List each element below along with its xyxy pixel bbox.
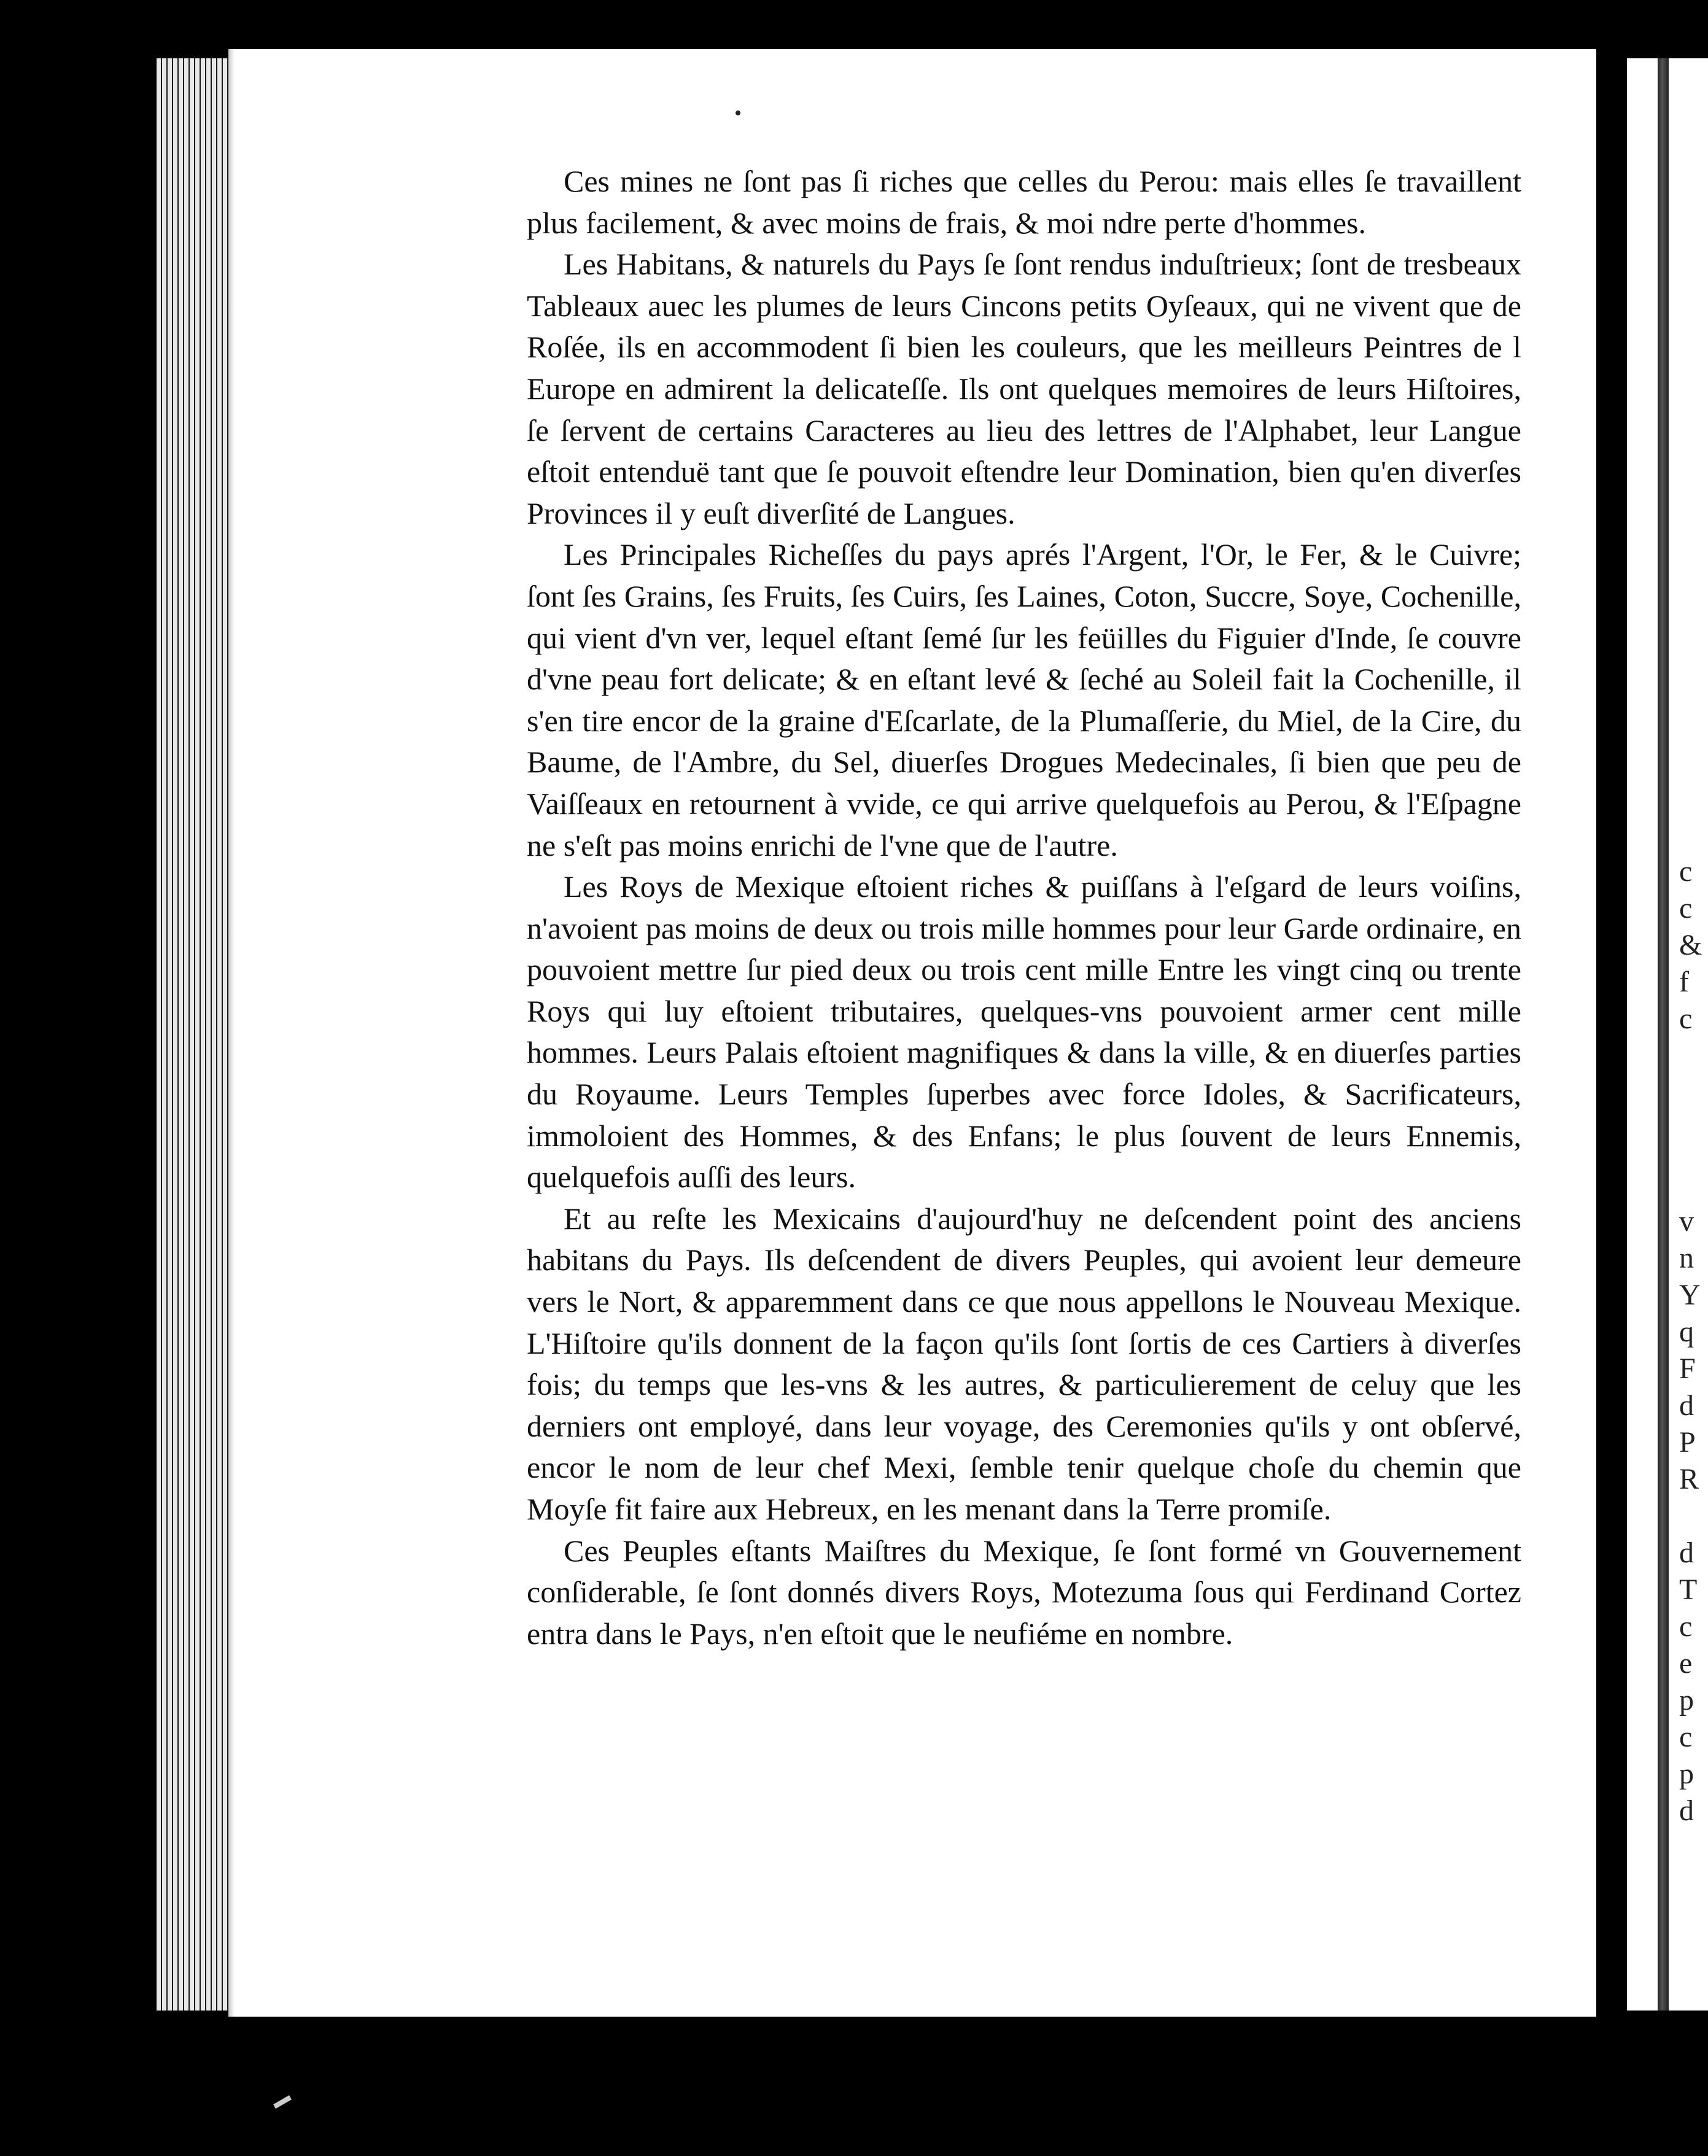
fragment-line: p [1679, 1758, 1694, 1790]
fragment-line: c [1679, 1002, 1693, 1035]
facing-page-gutter [1658, 58, 1669, 2011]
fragment-line: c [1679, 1610, 1693, 1643]
paragraph-habitants: Les Habitans, & naturels du Pays ſe ſont rendus induſtrieux; ſont de tresbeaux Tableaux auec les plumes de leurs Cincons petits Oyſeaux, qui ne vivent que de Roſée, ils en accommodent ſi bien les couleurs, que les meilleurs Peintres de l Europe en admirent la delicateſſe. Ils ont quelques memoires de leurs Hiſtoires, ſe ſervent de certains Caracteres au lieu des lettres de l'Alphabet, leur Langue eſtoit entenduë tant que ſe pouvoit eſtendre leur Domination, bien qu'en diverſes Provinces il y euſt diverſité de Langues. [527, 247, 1521, 530]
fragment-line: e [1679, 1647, 1693, 1680]
paragraph-peuples: Ces Peuples eſtants Maiſtres du Mexique, ſe ſont formé vn Gouvernement conſiderable, ſe ſont donnés divers Roys, Motezuma ſous qui Ferdinand Cortez entra dans le Pays, n'en eſtoit que le neufiéme en nombre. [527, 1533, 1521, 1651]
paragraph-richesses: Les Principales Richeſſes du pays aprés l'Argent, l'Or, le Fer, & le Cuivre; ſont ſes Grains, ſes Fruits, ſes Cuirs, ſes Laines, Coton, Succre, Soye, Cochenille, qui vient d'vn ver, lequel eſtant ſemé ſur les feüilles du Figuier d'Inde, ſe couvre d'vne peau fort delicate; & en eſtant levé & ſeché au Soleil fait la Cochenille, il s'en tire encor de la graine d'Eſcarlate, de la Plumaſſerie, du Miel, de la Cire, du Baume, de l'Ambre, du Sel, diuerſes Drogues Medecinales, ſi bien que peu de Vaiſſeaux en retournent à vvide, ce qui arrive quelquefois au Perou, & l'Eſpagne ne s'eſt pas moins enrichi de l'vne que de l'autre. [527, 537, 1521, 863]
fragment-line: p [1679, 1684, 1694, 1716]
fragment-line: d [1679, 1794, 1694, 1827]
paragraph-mexicains: Et au reſte les Mexicains d'aujourd'huy ne deſcendent point des anciens habitans du Pays. Ils deſcendent de divers Peuples, qui avoient leur demeure vers le Nort, & apparemment dans ce que nous appellons le Nouveau Mexique. L'Hiſtoire qu'ils donnent de la façon qu'ils ſont ſortis de ces Cartiers à diverſes fois; du temps que les-vns & les autres, & particulierement de celuy que les derniers ont employé, dans leur voyage, des Ceremonies qu'ils y ont obſervé, encor le nom de leur chef Mexi, ſemble tenir quelque choſe du chemin que Moyſe fit faire aux Hebreux, en les menant dans la Terre promiſe. [527, 1201, 1521, 1526]
fragment-line: c [1679, 1721, 1693, 1753]
facing-page-fragments-low [1679, 1535, 1708, 1829]
fragment-line: n [1679, 1242, 1694, 1274]
page-text [527, 161, 1521, 1654]
fragment-line: f [1679, 966, 1689, 998]
book-page-edges [157, 58, 230, 2011]
fragment-line: c [1679, 855, 1693, 888]
fragment-line: P [1679, 1426, 1696, 1459]
fragment-line: c [1679, 892, 1693, 925]
fragment-line: Y [1679, 1279, 1701, 1311]
scan-artifact [273, 2095, 292, 2109]
paragraph-roys: Les Roys de Mexique eſtoient riches & puiſſans à l'eſgard de leurs voiſins, n'avoient pas moins de deux ou trois mille hommes pour leur Garde ordinaire, en pouvoient mettre ſur pied deux ou trois cent mille Entre les vingt cinq ou trente Roys qui luy eſtoient tributaires, quelques-vns pouvoient armer cent mille hommes. Leurs Palais eſtoient magnifiques & dans la ville, & en diuerſes parties du Royaume. Leurs Temples ſuperbes avec force Idoles, & Sacrificateurs, immoloient des Hommes, & des Enfans; le plus ſouvent de leurs Ennemis, quelquefois auſſi des leurs. [527, 869, 1521, 1195]
fragment-line: T [1679, 1573, 1698, 1606]
ink-speck [736, 111, 740, 115]
fragment-line: q [1679, 1316, 1694, 1348]
fragment-line: F [1679, 1352, 1696, 1385]
facing-page-fragments-mid [1679, 1203, 1708, 1498]
paragraph-mines: Ces mines ne ſont pas ſi riches que celles du Perou: mais elles ſe travaillent plus facilement, & avec moins de frais, & moi ndre perte d'hommes. [527, 164, 1521, 240]
facing-page-fragments-top [1679, 853, 1708, 1037]
fragment-line: d [1679, 1389, 1694, 1422]
fragment-line: v [1679, 1205, 1694, 1238]
fragment-line: d [1679, 1537, 1694, 1569]
fragment-line: & [1679, 929, 1702, 961]
fragment-line: R [1679, 1463, 1699, 1495]
